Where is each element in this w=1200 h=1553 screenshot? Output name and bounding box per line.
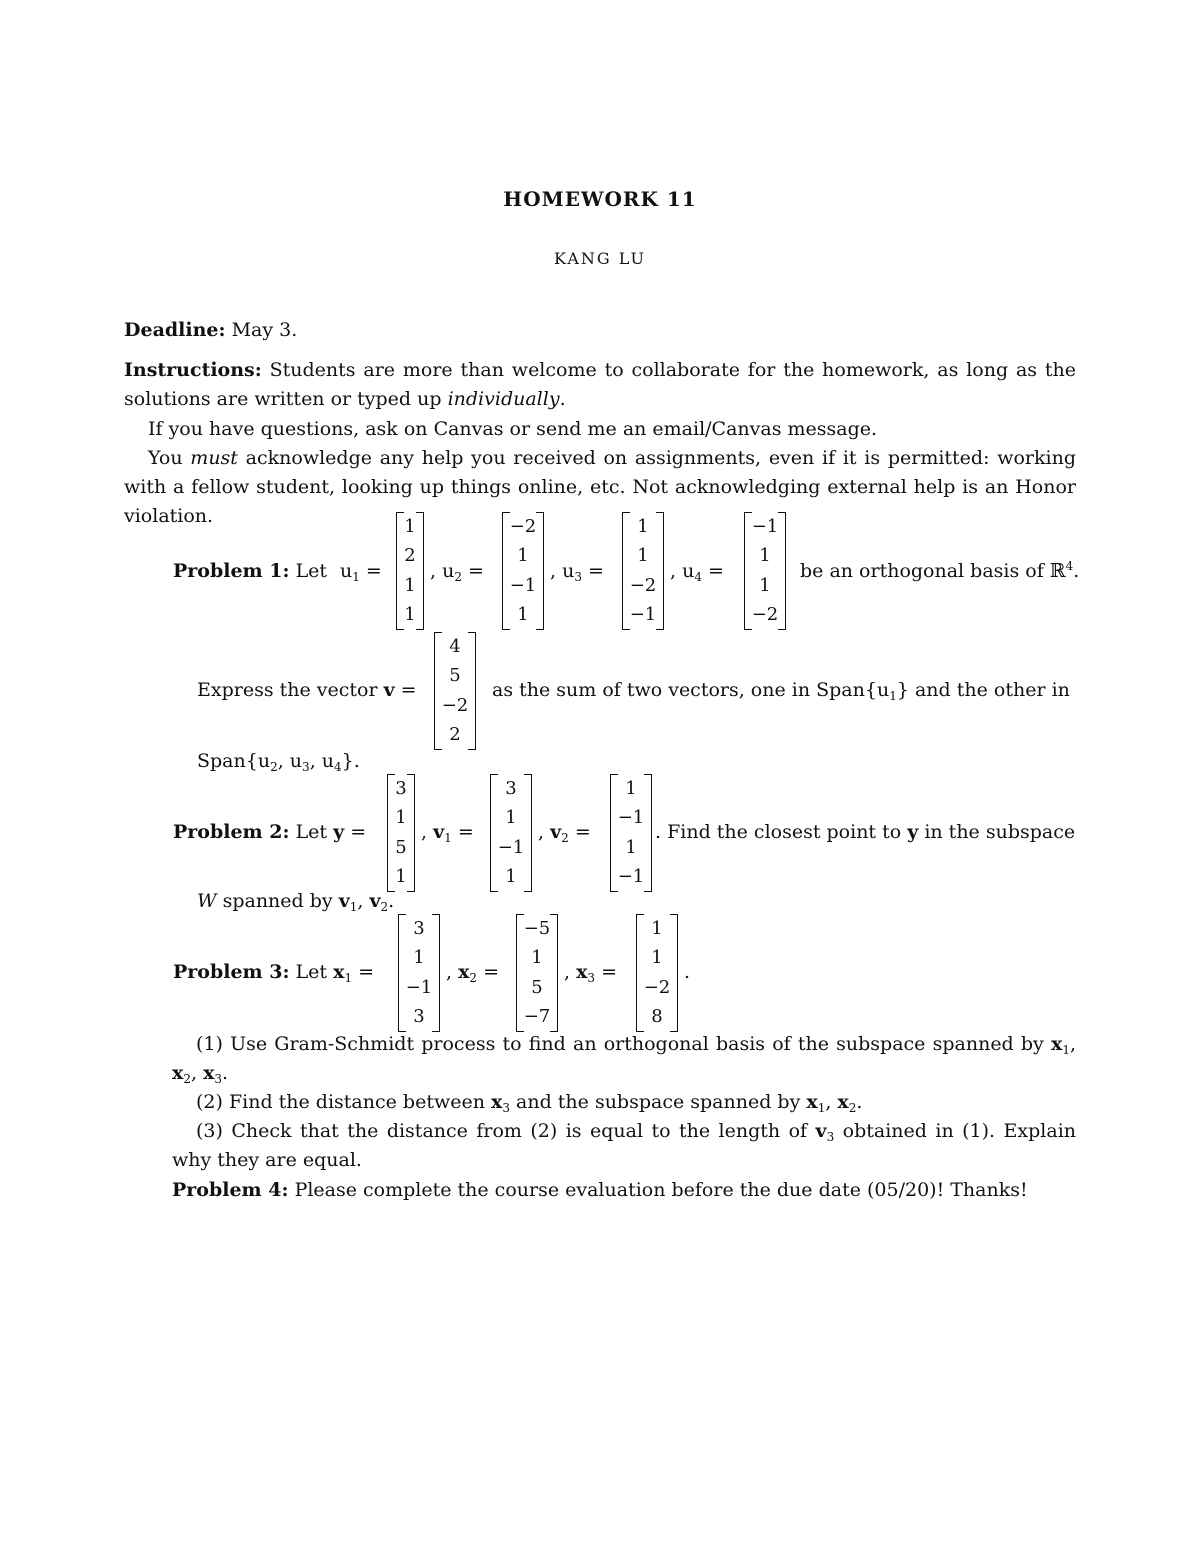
vector-entry: 5 xyxy=(531,976,543,998)
problem-4-label: Problem 4: xyxy=(172,1179,289,1201)
u3-vector xyxy=(622,512,664,630)
acknowledge-paragraph: You must acknowledge any help you received on assignments, even if it is permitted: working with a fellow student, looking up things online, etc. Not acknowledging external help is an Honor violation. xyxy=(124,447,1076,527)
deadline-label: Deadline: xyxy=(124,319,226,341)
v2-vector xyxy=(610,774,652,892)
problem-3-item-3: (3) Check that the distance from (2) is equal to the length of $v_3$ obtained in (1). Explain why they are equal. xyxy=(172,1120,1077,1171)
vector-entry: 1 xyxy=(625,777,637,799)
vector-entry: 5 xyxy=(395,836,407,858)
express-text: Express the vector v = xyxy=(197,679,417,701)
x3-vector xyxy=(636,914,678,1032)
vector-entry: 3 xyxy=(395,777,407,799)
problem-2-label: Problem 2: Let y = xyxy=(173,821,367,843)
vector-entry: 1 xyxy=(413,947,425,969)
vector-entry: 2 xyxy=(404,545,416,567)
vector-entry: 1 xyxy=(651,917,663,939)
vector-entry: 1 xyxy=(531,947,543,969)
vector-entry: −2 xyxy=(509,515,537,537)
vector-entry: 5 xyxy=(449,665,461,687)
vector-entry: 1 xyxy=(637,515,649,537)
vector-entry: 1 xyxy=(625,836,637,858)
vector-entry: 1 xyxy=(651,947,663,969)
vector-entry: −1 xyxy=(405,976,433,998)
problem-1-label: Problem 1: Let xyxy=(173,560,328,582)
vector-entry: 1 xyxy=(637,545,649,567)
vector-entry: −1 xyxy=(497,836,525,858)
x2-label: , $x_2$ = xyxy=(446,961,500,985)
problem-3-item-1: (1) Use Gram-Schmidt process to find an orthogonal basis of the subspace spanned by $x_1$, $x_2$, $x_3$. xyxy=(172,1033,1076,1086)
deadline-line xyxy=(124,316,1076,345)
vector-entry: 1 xyxy=(505,866,517,888)
v-vector xyxy=(434,632,476,750)
vector-entry: −1 xyxy=(617,807,645,829)
vector-entry: −2 xyxy=(643,976,671,998)
vector-entry: 1 xyxy=(395,866,407,888)
vector-entry: −1 xyxy=(629,604,657,626)
u2-vector xyxy=(502,512,544,630)
vector-entry: 8 xyxy=(651,1006,663,1028)
problem-1-tail: be an orthogonal basis of ℝ$^4$. xyxy=(800,559,1080,582)
span-line: $Span\{u_2$, $u_3$, $u_4$}. xyxy=(197,750,360,774)
v1-vector xyxy=(490,774,532,892)
problem-3-label: Problem 3: Let $x_1$ = xyxy=(173,961,375,985)
page-title: HOMEWORK 11 xyxy=(503,187,697,211)
y-vector xyxy=(387,774,415,892)
vector-entry: −2 xyxy=(629,574,657,596)
instructions-text: Students are more than welcome to collaborate for the homework, as long as the solutions are written or typed up xyxy=(124,359,1077,410)
vector-entry: −1 xyxy=(509,574,537,596)
problem-3-item-2: (2) Find the distance between $x_3$ and the subspace spanned by $x_1$, $x_2$. xyxy=(196,1091,863,1115)
v2-label: , $v_2$ = xyxy=(538,821,591,845)
problem-2-line2: W spanned by $v_1$, $v_2$. xyxy=(197,890,395,914)
express-tail: as the sum of two vectors, one in $Span\{u_1\}$ and the other in xyxy=(492,679,1070,703)
questions-paragraph: If you have questions, ask on Canvas or send me an email/Canvas message. xyxy=(148,418,878,440)
problem-4 xyxy=(172,1176,1076,1205)
x1-vector xyxy=(398,914,440,1032)
problem-3-period: . xyxy=(684,961,691,983)
u3-label: , $u_3$ = xyxy=(550,560,604,584)
must-emphasis: must xyxy=(190,447,238,469)
vector-entry: −2 xyxy=(441,694,469,716)
vector-entry: −1 xyxy=(617,866,645,888)
u1-label: $u_1$ = xyxy=(340,560,382,584)
vector-entry: 1 xyxy=(517,545,529,567)
x3-label: , $x_3$ = xyxy=(564,961,618,985)
vector-entry: −7 xyxy=(523,1006,551,1028)
vector-entry: 1 xyxy=(759,574,771,596)
vector-entry: 1 xyxy=(759,545,771,567)
vector-entry: 1 xyxy=(404,574,416,596)
vector-entry: 1 xyxy=(404,604,416,626)
vector-entry: 3 xyxy=(505,777,517,799)
vector-entry: 1 xyxy=(395,807,407,829)
vector-entry: −5 xyxy=(523,917,551,939)
instructions-label: Instructions: xyxy=(124,359,262,381)
v1-label: , $v_1$ = xyxy=(421,821,474,845)
u4-vector xyxy=(744,512,786,630)
instructions-emphasis: individually xyxy=(447,388,560,410)
instructions-paragraph: Instructions: Students are more than welcome to collaborate for the homework, as long as the solutions are written or typed up individually. xyxy=(124,359,1077,410)
x2-vector xyxy=(516,914,558,1032)
author-name: KANG LU xyxy=(554,249,646,268)
u2-label: , $u_2$ = xyxy=(430,560,484,584)
vector-entry: −1 xyxy=(751,515,779,537)
vector-entry: 3 xyxy=(413,917,425,939)
u1-vector xyxy=(396,512,424,630)
vector-entry: −2 xyxy=(751,604,779,626)
problem-2-tail: . Find the closest point to y in the subspace xyxy=(655,821,1076,843)
vector-entry: 2 xyxy=(449,724,461,746)
u4-label: , $u_4$ = xyxy=(670,560,724,584)
problem-4-text: Please complete the course evaluation before the due date (05/20)! Thanks! xyxy=(294,1179,1028,1201)
vector-entry: 3 xyxy=(413,1006,425,1028)
vector-entry: 1 xyxy=(517,604,529,626)
vector-entry: 1 xyxy=(505,807,517,829)
vector-entry: 1 xyxy=(404,515,416,537)
vector-entry: 4 xyxy=(449,635,461,657)
deadline-value: May 3. xyxy=(231,319,298,341)
